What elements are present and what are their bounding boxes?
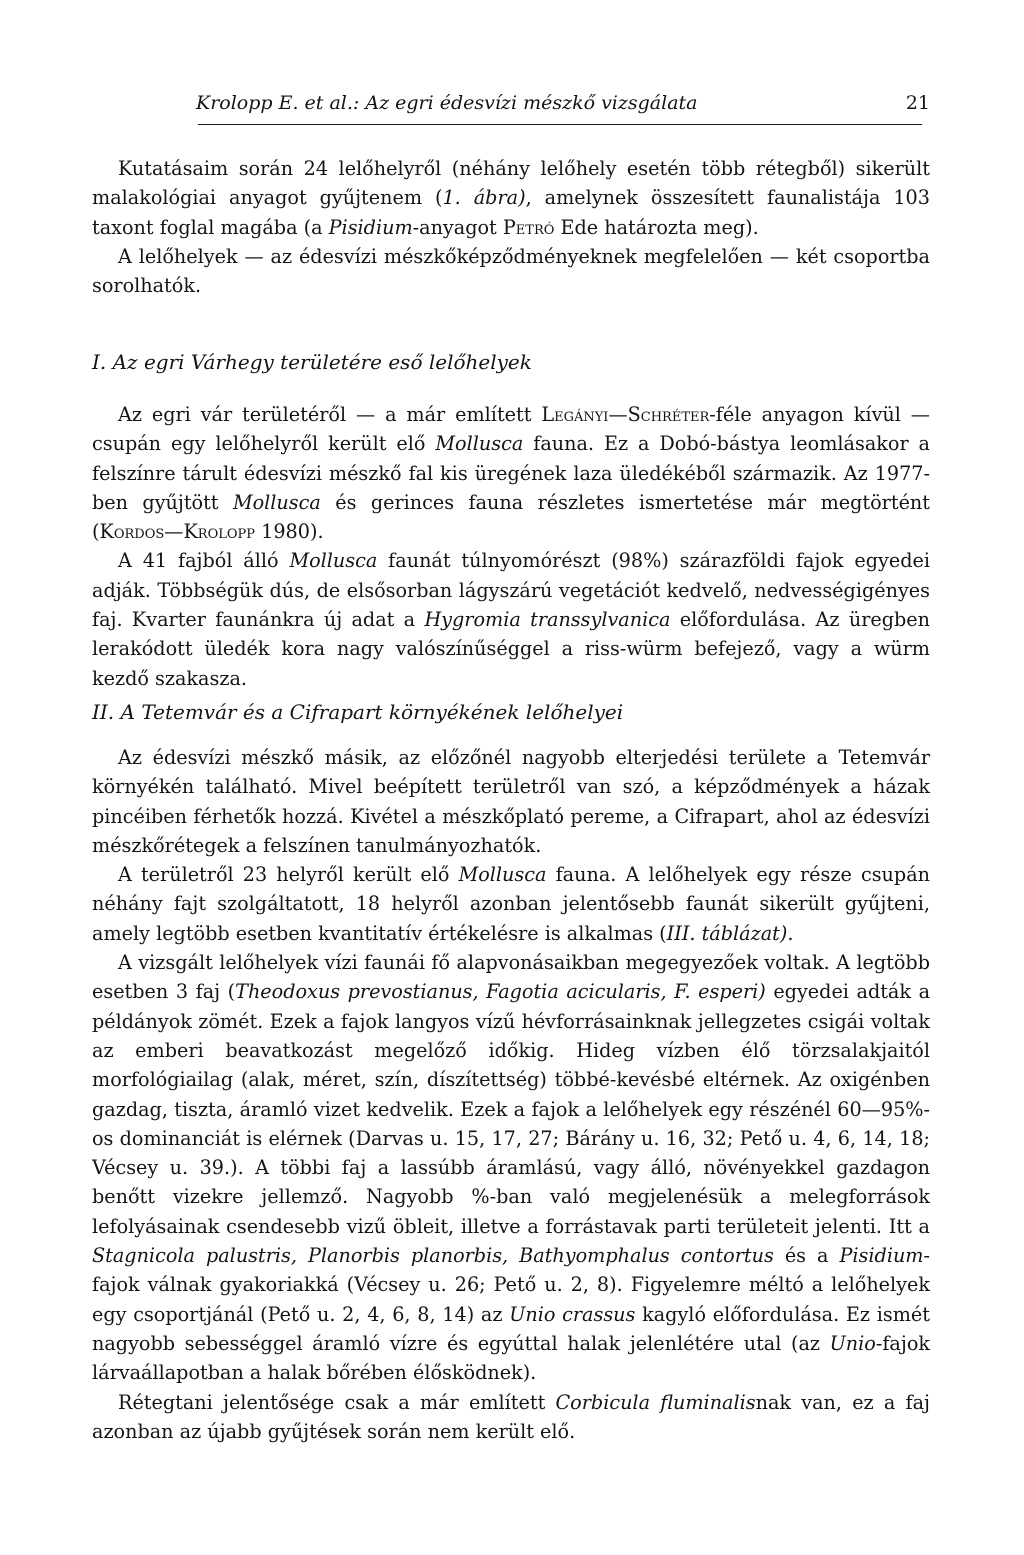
section-2-heading: II. A Tetemvár és a Cifrapart környékének lelőhelyei (92, 700, 624, 724)
running-title: Krolopp E. et al.: Az egri édesvízi mészkő vizsgálata (196, 92, 698, 114)
author-name: Petró (502, 215, 555, 239)
section-1-paragraph-1: Az egri vár területéről — a már említett Legányi—Schréter-féle anyagon kívül — csupán egy lelőhelyről került elő Mollusca fauna. Ez a Dobó-bástya leomlásakor a felszínre tárult édesvízi mészkő fal kis üregének laza üledékéből származik. Az 1977-ben gyűjtött Mollusca és gerinces fauna részletes ismertetése már megtörtént (Kordos—Krolopp 1980). (92, 403, 931, 544)
section-2-paragraph-1: Az édesvízi mészkő másik, az előzőnél nagyobb elterjedési területe a Tetemvár környékén található. Mivel beépített területről van szó, a képződmények a házak pincéiben férhetők hozzá. Kivétel a mészkőplató pereme, a Cifrapart, ahol az édesvízi mészkőrétegek a felszínen tanulmányozhatók. (92, 746, 930, 857)
section-2-paragraph-2: A területről 23 helyről került elő Mollusca fauna. A lelőhelyek egy része csupán néhány fajt szolgáltatott, 18 helyről azonban jelentősebb faunát sikerült gyűjteni, amely legtöbb esetben kvantitatív értékelésre is alkalmas (III. táblázat). (92, 863, 930, 945)
section-1-heading: I. Az egri Várhegy területére eső lelőhelyek (92, 350, 532, 374)
taxon-name: Corbicula fluminalis (555, 1390, 756, 1414)
intro-paragraph-1: Kutatásaim során 24 lelőhelyről (néhány lelőhely esetén több rétegből) sikerült malakológiai anyagot gyűjtenem (1. ábra), amelynek összesített faunalistája 103 taxont foglal magába (a Pisidium-anyagot Petró Ede határozta meg). (92, 157, 930, 239)
taxon-names: Stagnicola palustris, Planorbis planorbis, Bathyomphalus contortus (92, 1244, 774, 1268)
table-reference: III. táblázat) (666, 921, 788, 945)
taxon-name: Unio (829, 1331, 876, 1355)
taxon-name: Mollusca (232, 490, 321, 514)
taxon-name: Pisidium (839, 1244, 924, 1268)
intro-block (92, 154, 930, 300)
taxon-name: Mollusca (435, 432, 524, 456)
taxon-name: Pisidium (328, 215, 413, 239)
page-number: 21 (905, 92, 930, 114)
section-2-paragraph-4: Rétegtani jelentősége csak a már említett Corbicula fluminalisnak van, ez a faj azonban az újabb gyűjtések során nem került elő. (92, 1390, 931, 1443)
taxon-name: Hygromia transsylvanica (424, 608, 671, 632)
taxon-name: Mollusca (289, 549, 378, 573)
intro-paragraph-2: A lelőhelyek — az édesvízi mészkőképződményeknek megfelelően — két csoportba sorolhatók. (92, 244, 930, 298)
author-name: Legányi—Schréter (541, 403, 710, 426)
taxon-name: Mollusca (458, 863, 547, 887)
running-head (92, 88, 930, 122)
section-1-body (92, 400, 930, 693)
section-2-body (92, 743, 930, 1446)
section-2-paragraph-3: A vizsgált lelőhelyek vízi faunái fő alapvonásaikban megegyezőek voltak. A legtöbb esetben 3 faj (Theodoxus prevostianus, Fagotia acicularis, F. esperi) egyedei adták a példányok zömét. Ezek a fajok langyos vízű hévforrásainknak jellegzetes csigái voltak az emberi beavatkozást megelőző időkig. Hideg vízben élő törzsalakjaitól morfológiailag (alak, méret, szín, díszítettség) többé-kevésbé eltérnek. Az oxigénben gazdag, tiszta, áramló vizet kedvelik. Ezek a fajok a lelőhelyek egy részénél 60—95%-os dominanciát is elérnek (Darvas u. 15, 17, 27; Bárány u. 16, 32; Pető u. 4, 6, 14, 18; Vécsey u. 39.). A többi faj a lassúbb áramlású, vagy álló, növényekkel gazdagon benőtt vizekre jellemző. Nagyobb %-ban való megjelenésük a melegforrások lefolyásainak csendesebb vizű öbleit, illetve a forrástavak parti területeit jelenti. Itt a Stagnicola palustris, Planorbis planorbis, Bathyomphalus contortus és a Pisidium-fajok válnak gyakoriakká (Vécsey u. 26; Pető u. 2, 8). Figyelemre méltó a lelőhelyek egy csoportjánál (Pető u. 2, 4, 6, 8, 14) az Unio crassus kagyló előfordulása. Ez ismét nagyobb sebességgel áramló vízre és egyúttal halak jelenlétére utal (az Unio-fajok lárvaállapotban a halak bőrében élősködnek). (92, 951, 931, 1385)
header-rule (198, 124, 922, 125)
taxon-name: Unio crassus (509, 1302, 636, 1326)
taxon-names: Theodoxus prevostianus, Fagotia acicularis, F. esperi) (235, 980, 766, 1004)
figure-reference: 1. ábra) (442, 186, 526, 210)
section-1-paragraph-2: A 41 fajból álló Mollusca faunát túlnyomórészt (98%) szárazföldi fajok egyedei adják. Többségük dús, de elsősorban lágyszárú vegetációt kedvelő, nedvességigényes faj. Kvarter faunánkra új adat a Hygromia transsylvanica előfordulása. Az üregben lerakódott üledék kora nagy valószínűséggel a riss-würm befejező, vagy a würm kezdő szakasza. (92, 549, 930, 690)
citation-authors: Kordos—Krolopp (99, 520, 256, 544)
